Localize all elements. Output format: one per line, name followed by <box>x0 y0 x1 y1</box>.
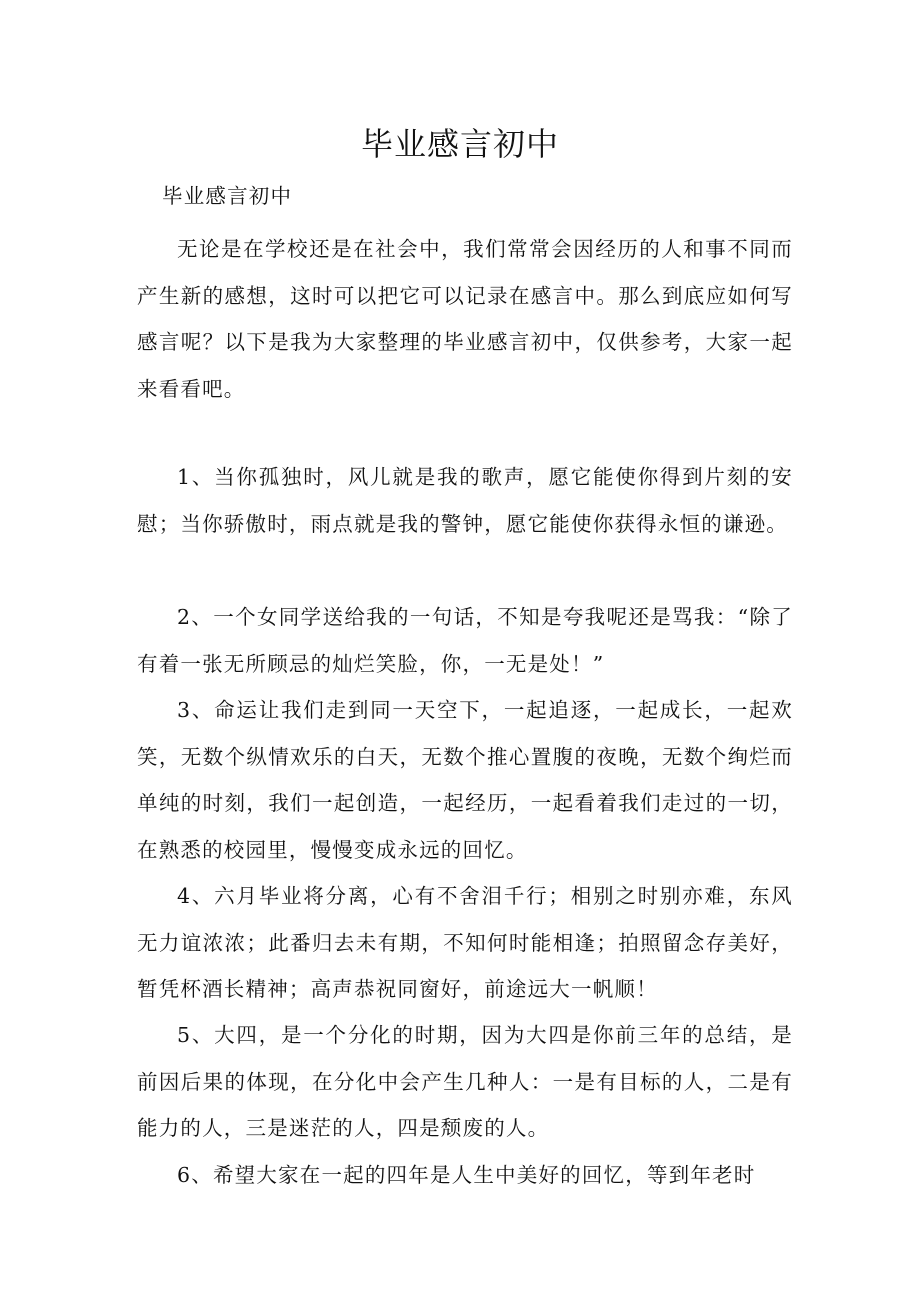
intro-paragraph: 无论是在学校还是在社会中，我们常常会因经历的人和事不同而产生新的感想，这时可以把它可以记录在感言中。那么到底应如何写感言呢？以下是我为大家整理的毕业感言初中，仅供参考，大家一起来看看吧。 <box>137 237 793 401</box>
paragraph-item-4: 4、六月毕业将分离，心有不舍泪千行；相别之时别亦难，东风无力谊浓浓；此番归去未有期，不知何时能相逢；拍照留念存美好，暂凭杯酒长精神；高声恭祝同窗好，前途远大一帆顺！ <box>137 884 793 1001</box>
document-subtitle: 毕业感言初中 <box>162 184 293 208</box>
paragraph-item-6: 6、希望大家在一起的四年是人生中美好的回忆，等到年老时 <box>177 1163 756 1187</box>
paragraph-item-1: 1、当你孤独时，风儿就是我的歌声，愿它能使你得到片刻的安慰；当你骄傲时，雨点就是我的警钟，愿它能使你获得永恒的谦逊。 <box>137 465 793 536</box>
paragraph-item-2: 2、一个女同学送给我的一句话，不知是夸我呢还是骂我：“除了有着一张无所顾忌的灿烂笑脸，你，一无是处！” <box>137 605 793 676</box>
document-title: 毕业感言初中 <box>360 125 559 163</box>
paragraph-item-5: 5、大四，是一个分化的时期，因为大四是你前三年的总结，是前因后果的体现，在分化中会产生几种人：一是有目标的人，二是有能力的人，三是迷茫的人，四是颓废的人。 <box>137 1023 793 1140</box>
paragraph-item-3: 3、命运让我们走到同一天空下，一起追逐，一起成长，一起欢笑，无数个纵情欢乐的白天，无数个推心置腹的夜晚，无数个绚烂而单纯的时刻，我们一起创造，一起经历，一起看着我们走过的一切，在熟悉的校园里，慢慢变成永远的回忆。 <box>137 698 793 862</box>
